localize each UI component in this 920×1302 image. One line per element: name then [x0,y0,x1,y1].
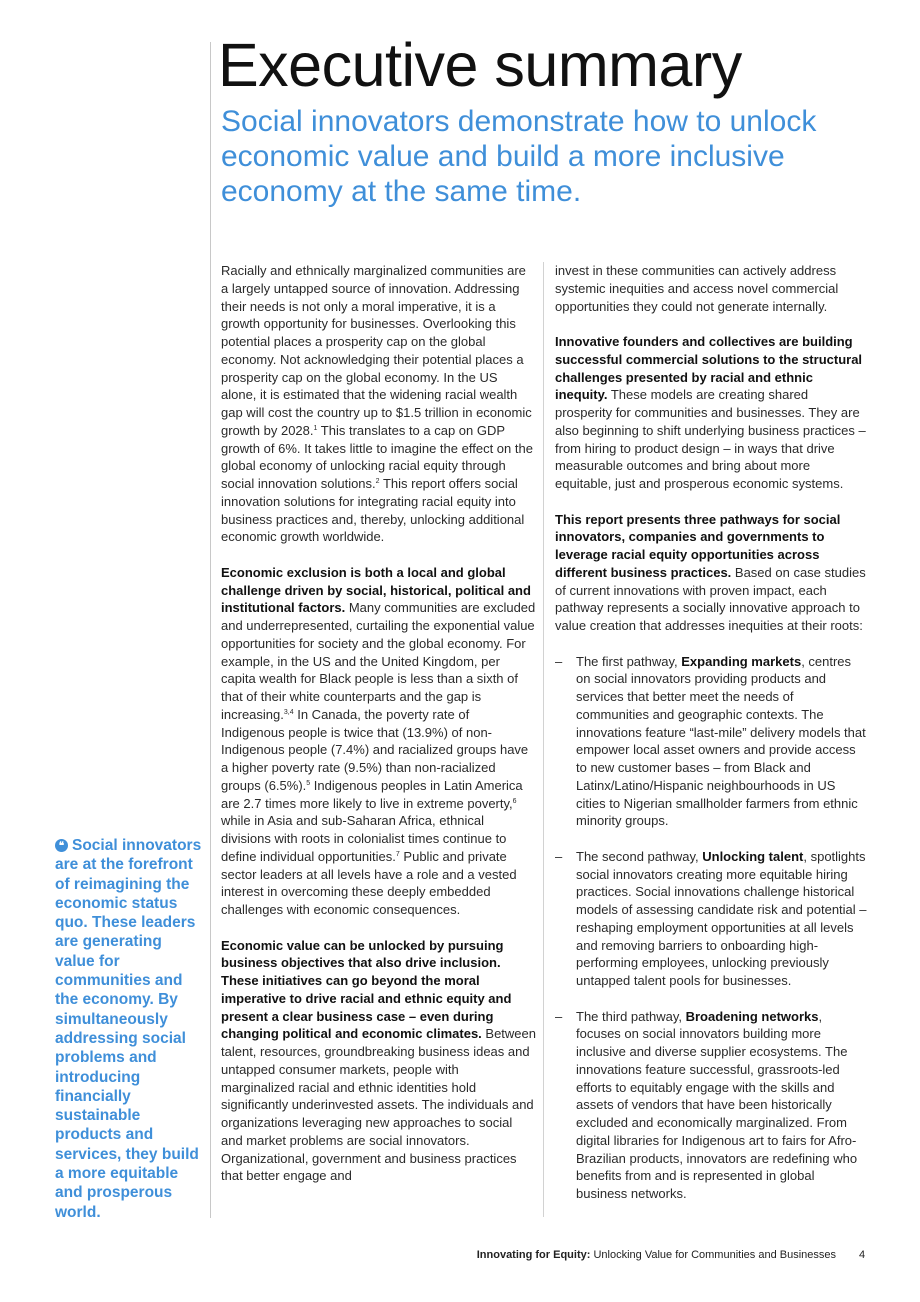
footnote-ref[interactable]: 2 [375,478,380,485]
paragraph: Economic exclusion is both a local and global challenge driven by social, historical, political and institutional factors. Many communities are excluded and underrepresented, curtailing the exponential value opportunities for society and the global economy. For example, in the US and the United Kingdom, per capita wealth for Black people is less than a sixth of that of their white counterparts and the gap is increasing.$^{3,4}$ In Canada, the poverty rate of Indigenous people is twice that (13.9%) of non-Indigenous people (7.4%) and racialized groups have a higher poverty rate (9.5%) than non-racialized groups (6.5%).$^5$ Indigenous peoples in Latin America are 2.7 times more likely to live in extreme poverty,$^6$ while in Asia and sub-Saharan Africa, ethnical divisions with roots in colonialist times continue to define individual opportunities.$^7$ Public and private sector leaders at all levels have a role and a vested interest in overcoming these deeply embedded challenges with economic consequences. [221,564,536,917]
footnote-ref[interactable]: 6 [512,797,517,805]
page-number: 4 [859,1249,866,1261]
paragraph: Innovative founders and collectives are building successful commercial solutions to the structural challenges presented by racial and ethnic inequity. These models are creating shared prosperity for communities and businesses. They are also beginning to shift underlying business practices – from hiring to product design – in ways that drive measurable outcomes and bring about more equitable, just and prosperous economic systems. [555,334,866,491]
pathway-item-broadening-networks: – The third pathway, Broadening networks, focuses on social innovators building more inclusive and diverse supplier ecosystems. The innovations feature successful, grassroots-led efforts to equitably engage with the skills and assets of vendors that have been historically excluded and economically marginalized. From digital libraries for Indigenous art to fairs for Afro-Brazilian products, innovators are redefining who benefits from and is represented in global business networks. [555,1008,867,1203]
pathway-item-unlocking-talent: – The second pathway, Unlocking talent, spotlights social innovators creating more equitable hiring practices. Social innovations challenge historical models of assessing candidate risk and potential – reshaping employment opportunities at all levels and removing barriers to onboarding high-performing employees, unlocking previously untapped talent pools for businesses. [555,848,867,990]
paragraph: invest in these communities can actively address systemic inequities and access novel commercial opportunities they could not generate internally. [555,263,839,314]
footnote-ref[interactable]: 3,4 [283,708,294,716]
footnote-ref[interactable]: 1 [313,424,318,432]
paragraph: Economic value can be unlocked by pursuing business objectives that also drive inclusion. These initiatives can go beyond the moral imperative to drive racial and ethnic equity and present a clear business case – even during changing political and economic climates. Between talent, resources, groundbreaking business ideas and untapped consumer markets, people with marginalized racial and ethnic identities hold significantly underinvested assets. The individuals and organizations leveraging new approaches to social and market problems are social innovators. Organizational, government and business practices that better engage and [221,937,536,1184]
pull-quote [55,836,205,1222]
footnote-ref[interactable]: 5 [306,779,311,787]
margin-rule [210,42,211,1218]
quote-icon: ❝ [55,839,68,852]
pathway-item-expanding-markets: – The first pathway, Expanding markets, centres on social innovators providing products and services that better meet the needs of communities and geographic contexts. The innovations feature “last-mile” delivery models that empower local asset owners and provide access to new customer bases – from Black and Latinx/Latino/Hispanic neighbourhoods in US cities to Nigerian smallholder farmers from ethnic minority groups. [555,653,867,831]
pathway-list [555,653,867,1203]
paragraph: Racially and ethnically marginalized communities are a largely untapped source of innovation. Addressing their needs is not only a moral imperative, it is a growth opportunity for businesses. Overlooking this potential places a prosperity cap on the global economy. Not acknowledging their potential places a prosperity cap on the global economy. In the US alone, it is estimated that the widening racial wealth gap will cost the country up to $1.5 trillion in economic growth by 2028.$^1$ This translates to a cap on GDP growth of 6%. It takes little to imagine the effect on the global economy of unlocking racial equity through social innovation solutions.$^2$ This report offers social innovation solutions for integrating racial equity into business practices and, thereby, unlocking additional economic growth worldwide. [221,263,533,545]
body-column-right [555,262,867,1221]
footer-report-title: Innovating for Equity: Unlocking Value for Communities and Businesses [476,1249,836,1261]
page-title: Executive summary [218,31,742,99]
paragraph: This report presents three pathways for social innovators, companies and governments to leverage racial equity opportunities across different business practices. Based on case studies of current innovations with proven impact, each pathway represents a socially innovative approach to value creation that addresses inequities at their roots: [555,511,866,633]
page-subtitle: Social innovators demonstrate how to unlock economic value and build a more inclusive economy at the same time. [221,105,817,208]
column-divider [543,262,544,1217]
pull-quote-text: Social innovators are at the forefront of reimagining the economic status quo. These leaders are generating value for communities and the economy. By simultaneously addressing social problems and introducing financially sustainable products and services, they build a more equitable and prosperous world. [55,837,202,1221]
footnote-ref[interactable]: 7 [395,850,400,858]
body-column-left [221,262,536,1203]
